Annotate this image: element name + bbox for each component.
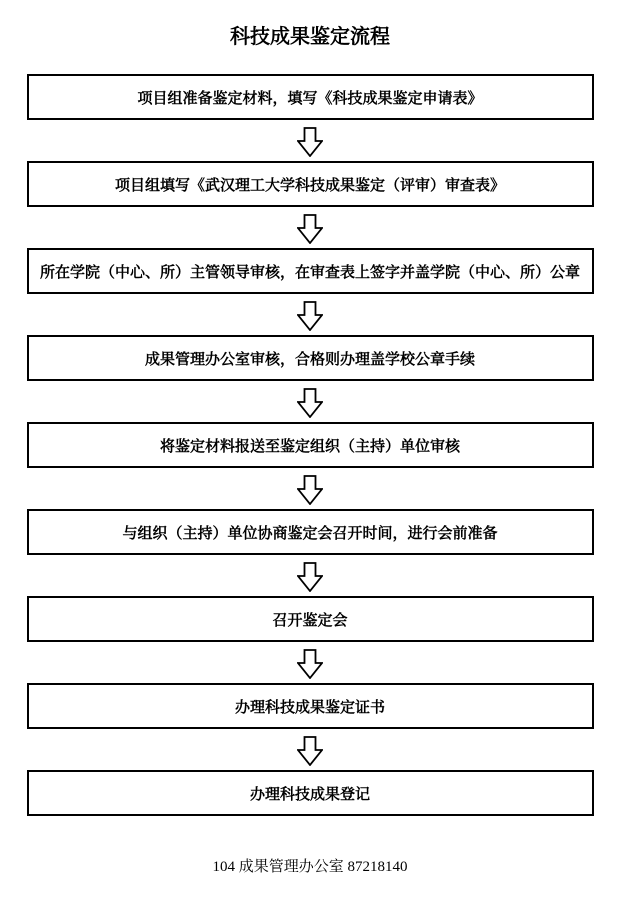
flow-step-box [27, 770, 594, 816]
down-arrow-icon [297, 562, 323, 592]
down-arrow-icon [297, 127, 323, 157]
flow-step-box [27, 509, 594, 555]
flow-step-box [27, 422, 594, 468]
connector-row [0, 468, 620, 509]
connector-row [0, 642, 620, 683]
flow-step-label: 召开鉴定会 [272, 612, 348, 629]
flow-step-label: 项目组准备鉴定材料，填写《科技成果鉴定申请表》 [137, 90, 483, 107]
flow-step-label: 成果管理办公室审核，合格则办理盖学校公章手续 [144, 351, 475, 368]
flow-step-label: 项目组填写《武汉理工大学科技成果鉴定（评审）审查表》 [114, 177, 505, 194]
page-title: 科技成果鉴定流程 [230, 26, 390, 48]
flow-step-label: 办理科技成果登记 [249, 786, 370, 803]
flow-step-box [27, 335, 594, 381]
down-arrow-icon [297, 736, 323, 766]
flow-step-box [27, 161, 594, 207]
flow-step-box [27, 683, 594, 729]
connector-row [0, 381, 620, 422]
flow-step-label: 所在学院（中心、所）主管领导审核，在审查表上签字并盖学院（中心、所）公章 [39, 264, 580, 281]
down-arrow-icon [297, 649, 323, 679]
connector-row [0, 120, 620, 161]
down-arrow-icon [297, 214, 323, 244]
connector-row [0, 729, 620, 770]
connector-row [0, 294, 620, 335]
flow-step-box [27, 596, 594, 642]
flow-step-label: 办理科技成果鉴定证书 [234, 699, 385, 716]
down-arrow-icon [297, 301, 323, 331]
connector-row [0, 207, 620, 248]
flow-step-label: 将鉴定材料报送至鉴定组织（主持）单位审核 [159, 438, 460, 455]
flowchart [0, 74, 620, 816]
down-arrow-icon [297, 388, 323, 418]
flow-step-label: 与组织（主持）单位协商鉴定会召开时间，进行会前准备 [122, 525, 498, 542]
down-arrow-icon [297, 475, 323, 505]
flow-step-box [27, 248, 594, 294]
page-footer: 104 成果管理办公室 87218140 [212, 859, 408, 875]
flow-step-box [27, 74, 594, 120]
connector-row [0, 555, 620, 596]
